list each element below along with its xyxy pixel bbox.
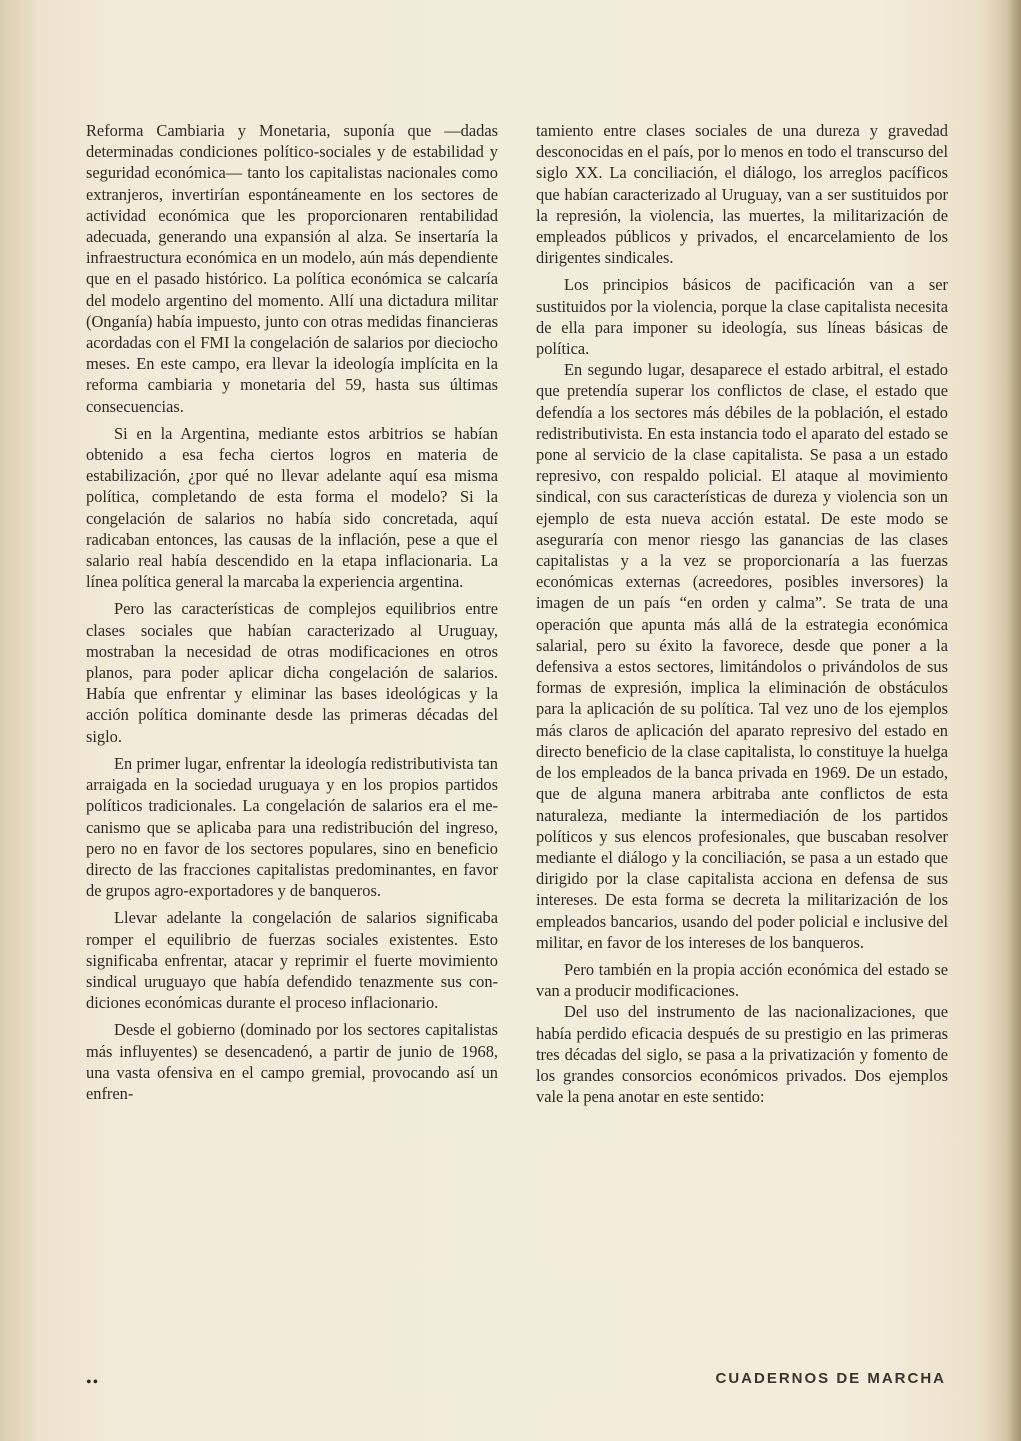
paragraph: tamiento entre clases sociales de una dureza y gravedad desconocidas en el país, por lo menos en todo el transcurso del siglo XX. La conciliación, el diálogo, los arreglos pacíficos que habían caracterizado al Uruguay, van a ser sustituidos por la represión, la violencia, las muertes, la militarización de empleados públicos y privados, el encarcelamiento de los dirigentes sindicales. bbox=[536, 121, 948, 268]
paragraph: Reforma Cambiaria y Monetaria, suponía que —dadas determinadas condiciones político-sociales y de estabilidad y seguridad económica— tanto los capitalistas nacionales como extranjeros, invertirían espontáneamente en los sectores de actividad económica que les proporcionaren rentabilidad adecuada, generando una expansión al alza. Se insertaría la infraestructura económica en un modelo, aún más dependiente que en el pasado histórico. La política económica se calcaría del modelo argentino del momento. Allí una dictadura militar (Onganía) había impuesto, junto con otras medidas financieras acordadas con el FMI la congelación de salarios por dieciocho meses. En este campo, era llevar la ideología implícita en la reforma cambiaria y monetaria del 59, hasta sus últimas consecuencias. bbox=[86, 121, 498, 416]
paragraph: Desde el gobierno (dominado por los sectores capitalistas más influyentes) se desencadenó, a partir de junio de 1968, una vasta ofensiva en el campo gremial, provocando así un enfren- bbox=[86, 1020, 498, 1103]
page-edge-shadow bbox=[1007, 0, 1021, 1441]
paragraph: Pero también en la propia acción económica del estado se van a producir modificaciones. bbox=[536, 959, 948, 1001]
paragraph: Del uso del instrumento de las nacionalizaciones, que había perdido eficacia después de su prestigio en las primeras tres décadas del siglo, se pasa a la privatización y fomento de los grandes consorcios económicos privados. Dos ejemplos vale la pena anotar en este sentido: bbox=[536, 1002, 948, 1107]
page-footer bbox=[86, 1370, 946, 1394]
right-column bbox=[536, 120, 948, 1107]
magazine-title: CUADERNOS DE MARCHA bbox=[715, 1370, 946, 1387]
paragraph: En segundo lugar, desaparece el estado arbitral, el estado que pretendía superar los conflictos de clase, el estado que defendía a los sectores más débiles de la población, el estado redistributivista. En esta instancia todo el aparato del estado se pone al servicio de la clase capitalista. Se pasa a un estado represivo, con respaldo policial. El ataque al movimiento sindical, con sus características de dureza y violencia son un ejemplo de esta nueva acción estatal. De este modo se aseguraría con menor riesgo las ganancias de las clases capitalistas y a la vez se proporcionaría a las fuerzas económicas externas (acreedores, posibles inversores) la imagen de un país “en orden y calma”. Se trata de una operación que apunta más allá de la estrategia económica salarial, pero su éxito la favorece, desde que poner a la defensiva a estos sectores, limitándolos o privándolos de sus formas de expresión, implica la eliminación de obstáculos para la aplicación de su política. Tal vez uno de los ejemplos más claros de aplicación del aparato represivo del estado en directo beneficio de la clase capitalista, lo constituye la huelga de los empleados de la banca privada en 1969. De un estado, que de alguna manera arbitraba ante conflictos de esta naturaleza, mediante la intermediación de los partidos políticos y sus elencos profesionales, que buscaban resolver mediante el diálogo y la conciliación, se pasa a un estado que dirigido por la clase capitalista acciona en defensa de sus intereses. De esta forma se decreta la militarización de los empleados bancarios, usando del poder policial e inclusive del militar, en favor de los intereses de los banqueros. bbox=[536, 360, 948, 952]
paragraph: Pero las características de complejos equilibrios entre clases sociales que habían caracterizado al Uruguay, mostraban la necesidad de otras modificaciones en otros planos, para poder aplicar dicha congelación de salarios. Había que enfrentar y eliminar las bases ideológicas y la acción política dominante desde las primeras décadas del siglo. bbox=[86, 599, 498, 746]
paragraph: Los principios básicos de pacificación van a ser sustituidos por la violencia, porque la clase capitalista necesita de ella para imponer su ideología, sus líneas básicas de política. bbox=[536, 275, 948, 359]
left-column bbox=[86, 120, 498, 1104]
paragraph: Si en la Argentina, mediante estos arbitrios se habían obtenido a esa fecha ciertos logros en materia de estabilización, ¿por qué no llevar adelante aquí esa misma política, completando de esta forma el modelo? Si la congelación de salarios no había sido concretada, aquí radicaban entonces, las causas de la inflación, pese a que el salario real había descendido en la etapa inflacionaria. La línea política general la marcaba la experiencia argentina. bbox=[86, 423, 498, 592]
page-mark: •• bbox=[86, 1374, 100, 1391]
paragraph: En primer lugar, enfrentar la ideología redistributivista tan arraigada en la sociedad uruguaya y en los propios partidos políticos tradicionales. La congelación de salarios era el mecanismo que se aplicaba para una redistribución del ingreso, pero no en favor de los sectores populares, sino en beneficio directo de las fracciones capitalistas predominantes, en favor de grupos agro-exportadores y de banqueros. bbox=[86, 753, 498, 901]
paragraph: Llevar adelante la congelación de salarios significaba romper el equilibrio de fuerzas sociales existentes. Esto significaba enfrentar, atacar y reprimir el fuerte movimiento sindical uruguayo que había defendido tenazmente sus condiciones económicas durante el proceso inflacionario. bbox=[86, 908, 498, 1013]
